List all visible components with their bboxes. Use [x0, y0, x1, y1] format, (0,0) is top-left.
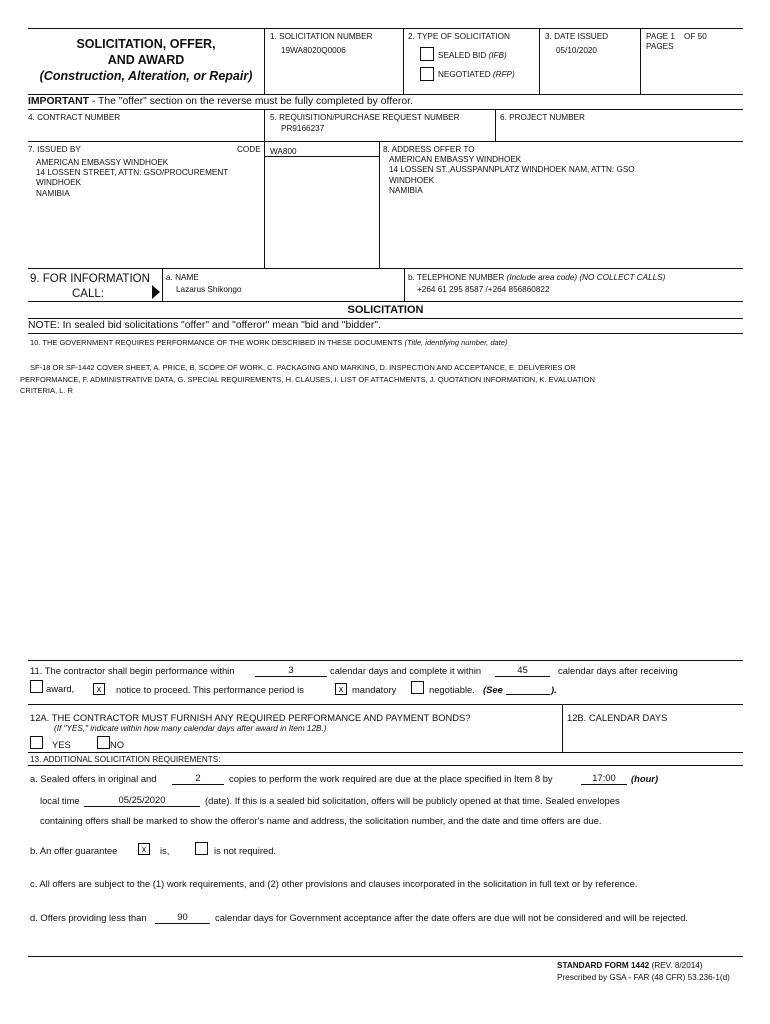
- item10-documents-line: CRITERIA, L. R: [20, 386, 73, 395]
- award-label: award,: [46, 683, 75, 694]
- begin-days-field[interactable]: 3: [255, 664, 327, 677]
- item13c-text: c. All offers are subject to the (1) work requirements, and (2) other provisions and clauses incorporated in the solicitation in full text or by reference.: [30, 878, 638, 889]
- form-number: STANDARD FORM 1442 (REV. 8/2014): [557, 961, 703, 970]
- notice-to-proceed-checkbox[interactable]: x: [93, 683, 105, 695]
- mandatory-label: mandatory: [352, 684, 397, 695]
- contract-number-label: 4. CONTRACT NUMBER: [28, 113, 121, 122]
- is-not-required-label: is not required.: [214, 845, 277, 856]
- item13a-text: containing offers shall be marked to show the offeror's name and address, the solicitation number, and the date and time offers are due.: [40, 815, 602, 826]
- call-label: CALL:: [72, 288, 104, 300]
- guarantee-not-checkbox[interactable]: [195, 842, 208, 855]
- notice-label: notice to proceed. This performance period is: [116, 684, 304, 695]
- address-offer-line: NAMIBIA: [389, 186, 423, 195]
- item13d-text: calendar days for Government acceptance after the date offers are due will not be considered and will be rejected.: [215, 912, 689, 923]
- see-label: (See: [483, 684, 503, 695]
- negotiated-label: NEGOTIATED (RFP): [438, 70, 515, 79]
- item13a-text: a. Sealed offers in original and: [30, 773, 157, 784]
- item12a-label: 12A. THE CONTRACTOR MUST FURNISH ANY REQUIRED PERFORMANCE AND PAYMENT BONDS?: [30, 712, 471, 723]
- solicitation-number-label: 1. SOLICITATION NUMBER: [270, 32, 373, 41]
- form-title-line2: AND AWARD: [107, 53, 185, 67]
- copies-field[interactable]: 2: [172, 772, 224, 785]
- form-title-line1: SOLICITATION, OFFER,: [76, 37, 216, 51]
- issued-by-line: AMERICAN EMBASSY WINDHOEK: [36, 158, 169, 167]
- address-offer-line: AMERICAN EMBASSY WINDHOEK: [389, 155, 522, 164]
- solicitation-type-label: 2. TYPE OF SOLICITATION: [408, 32, 510, 41]
- item13d-text: d. Offers providing less than: [30, 912, 147, 923]
- form-title-line3: (Construction, Alteration, or Repair): [39, 69, 253, 83]
- issued-by-line: WINDHOEK: [36, 178, 82, 187]
- item13a-text: copies to perform the work required are due at the place specified in Item 8 by: [229, 773, 553, 784]
- date-issued: 05/10/2020: [556, 46, 597, 55]
- guarantee-is-checkbox[interactable]: x: [138, 843, 150, 855]
- address-offer-line: WINDHOEK: [389, 176, 435, 185]
- negotiated-checkbox[interactable]: [420, 67, 434, 81]
- no-label: NO: [110, 739, 125, 750]
- sealed-bid-checkbox[interactable]: [420, 47, 434, 61]
- arrow-right-icon: [152, 285, 160, 299]
- item11-text: calendar days and complete it within: [330, 665, 482, 676]
- item13b-text: b. An offer guarantee: [30, 845, 118, 856]
- complete-days-field[interactable]: 45: [495, 664, 550, 677]
- contact-name: Lazarus Shikongo: [176, 285, 242, 294]
- see-field[interactable]: [506, 683, 550, 695]
- item12a-note: (If "YES," indicate within how many calendar days after award in Item 12B.): [54, 724, 327, 733]
- award-checkbox[interactable]: [30, 680, 43, 693]
- for-information-label: 9. FOR INFORMATION: [30, 273, 150, 285]
- issued-by-line: NAMIBIA: [36, 189, 70, 198]
- solicitation-heading: SOLICITATION: [347, 304, 424, 316]
- see-close-label: ).: [551, 684, 557, 695]
- page-label: PAGE 1: [646, 32, 675, 41]
- sealed-bid-label: SEALED BID (IFB): [438, 51, 507, 60]
- hour-label: (hour): [631, 773, 659, 784]
- due-time-field[interactable]: 17:00: [581, 772, 627, 785]
- item11-text: calendar days after receiving: [558, 665, 678, 676]
- requisition-number: PR9166237: [281, 124, 325, 133]
- page-of-label: OF 50: [684, 32, 707, 41]
- issued-by-code: WA800: [270, 147, 297, 156]
- contact-name-label: a. NAME: [166, 273, 199, 282]
- negotiable-checkbox[interactable]: [411, 681, 424, 694]
- no-checkbox[interactable]: [97, 736, 110, 749]
- item13a-text: (date). If this is a sealed bid solicitation, offers will be publicly opened at that time. Sealed envelopes: [205, 795, 620, 806]
- yes-label: YES: [52, 739, 71, 750]
- address-offer-label: 8. ADDRESS OFFER TO: [383, 145, 475, 154]
- sealed-bid-note: NOTE: In sealed bid solicitations "offer" and "offeror" mean "bid and "bidder".: [28, 320, 381, 331]
- yes-checkbox[interactable]: [30, 736, 43, 749]
- item12b-label: 12B. CALENDAR DAYS: [567, 712, 668, 723]
- address-offer-line: 14 LOSSEN ST.,AUSSPANNPLATZ WINDHOEK NAM, ATTN: GSO: [389, 165, 635, 174]
- mandatory-checkbox[interactable]: x: [335, 683, 347, 695]
- pages-label: PAGES: [646, 42, 674, 51]
- solicitation-number: 19WA8020Q0006: [281, 46, 346, 55]
- item11-text: 11. The contractor shall begin performance within: [30, 665, 235, 676]
- is-label: is,: [160, 845, 170, 856]
- local-time-label: local time: [40, 795, 80, 806]
- telephone-number: +264 61 295 8587 /+264 856860822: [417, 285, 550, 294]
- item13-label: 13. ADDITIONAL SOLICITATION REQUIREMENTS:: [30, 755, 221, 764]
- item10-documents-line: SF-18 OR SF-1442 COVER SHEET, A. PRICE, B. SCOPE OF WORK, C. PACKAGING AND MARKING, D. INSPECTION AND ACCEPTANCE, E. DELIVERIES OR: [30, 363, 576, 372]
- negotiable-label: negotiable.: [429, 684, 475, 695]
- item10-documents-line: PERFORMANCE, F. ADMINISTRATIVE DATA, G. SPECIAL REQUIREMENTS, H. CLAUSES, I. LIST OF ATTACHMENTS, J. QUOTATION INFORMATION, K. EVALUATION: [20, 375, 595, 384]
- prescribed-by: Prescribed by GSA - FAR (48 CFR) 53.236-1(d): [557, 973, 730, 982]
- telephone-label: b. TELEPHONE NUMBER (Include area code) (NO COLLECT CALLS): [408, 273, 666, 282]
- item10-label: 10. THE GOVERNMENT REQUIRES PERFORMANCE OF THE WORK DESCRIBED IN THESE DOCUMENTS (Title, identifying number, date): [30, 338, 508, 347]
- requisition-label: 5. REQUISITION/PURCHASE REQUEST NUMBER: [270, 113, 460, 122]
- due-date-field[interactable]: 05/25/2020: [84, 794, 200, 807]
- issued-by-line: 14 LOSSEN STREET, ATTN: GSO/PROCUREMENT: [36, 168, 229, 177]
- acceptance-days-field[interactable]: 90: [155, 911, 210, 924]
- issued-by-label: 7. ISSUED BY: [28, 145, 81, 154]
- important-note: IMPORTANT - The "offer" section on the reverse must be fully completed by offeror.: [28, 96, 413, 107]
- project-number-label: 6. PROJECT NUMBER: [500, 113, 585, 122]
- date-issued-label: 3. DATE ISSUED: [545, 32, 609, 41]
- code-label: CODE: [237, 145, 261, 154]
